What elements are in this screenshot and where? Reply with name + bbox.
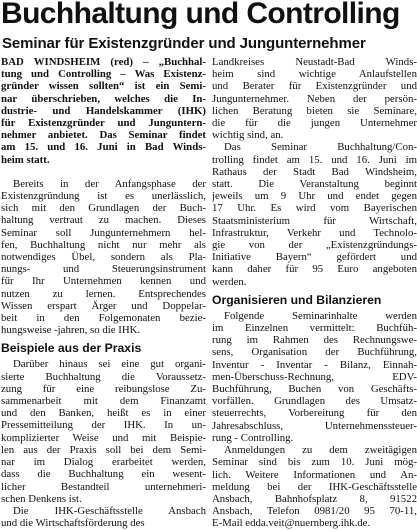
text-line: für Ihr Unternehmen kennen und <box>1 275 206 288</box>
text-line: Pressemitteilung der IHK. In un- <box>1 419 206 432</box>
text-line: Ansbach, Bahnhofsplatz 8, 91522 <box>212 492 417 505</box>
text-line: nar im Dialog erarbeitet werden, <box>1 456 206 469</box>
text-line: meldung bei der IHK-Geschäftsstelle <box>212 480 417 493</box>
text-line: dustrie- und Handelskammer (IHK) <box>1 104 206 117</box>
text-line: sierte Buchhaltung die Voraussetz- <box>1 370 206 383</box>
text-line: Jungunternehmer. Neben der persön- <box>212 92 417 105</box>
text-line: und Berater für Existenzgründer und <box>212 80 417 93</box>
text-line: sens, Organisation der Buchführung, <box>212 346 417 359</box>
text-line: Wissen erspart Ärger und Doppelar- <box>1 299 206 312</box>
text-line: notwendiges Übel, sondern als Pla- <box>1 251 206 264</box>
section-heading: Beispiele aus der Praxis <box>1 341 142 356</box>
text-line: beit in den Folgemonaten bezie- <box>1 312 206 325</box>
text-line: Seminar soll Jungunternehmern hel- <box>1 226 206 239</box>
text-line: Staatsministerium für Wirtschaft, <box>212 214 417 227</box>
text-line: Jahresabschluss, Unternehmenssteuer- <box>212 419 417 432</box>
text-line: heim sind wichtige Anlaufstellen <box>212 68 417 81</box>
article-paragraph <box>212 444 417 529</box>
article-paragraph <box>212 310 417 444</box>
text-line: komplizierter Weise und mit Beispie- <box>1 431 206 444</box>
text-line: und den Banken, heißt es in einer <box>1 407 206 420</box>
text-line: nungs- und Steuerungsinstrument <box>1 263 206 276</box>
article-paragraph <box>212 141 417 287</box>
article-subheadline: Seminar für Existenzgründer und Jungunternehmer <box>2 35 366 52</box>
text-line: statt. Die Veranstaltung beginnt <box>212 178 417 191</box>
text-line: licher Bestandteil unternehmeri- <box>1 480 206 493</box>
section-heading: Organisieren und Bilanzieren <box>212 292 382 307</box>
text-line: rung im Rahmen des Rechnungswe- <box>212 334 417 347</box>
text-line: im Einzelnen vermittelt: Buchfüh- <box>212 322 417 335</box>
text-line: wichtig sind, an. <box>212 129 284 142</box>
text-line: werden. <box>212 275 247 288</box>
text-line: jeweils um 9 Uhr und endet gegen <box>212 190 417 203</box>
text-line: für Existenzgründer und Junguntern- <box>1 117 206 130</box>
article-paragraph <box>1 56 206 166</box>
text-line: Initiative Bayern“ gefördert und <box>212 251 417 264</box>
text-line: kann daher für 95 Euro angeboten <box>212 263 417 276</box>
text-line: nar überschrieben, welches die In- <box>1 92 206 105</box>
text-line: gründer wissen sollten“ ist ein Semi- <box>1 80 206 93</box>
text-line: 17 Uhr. Es wird vom Bayerischen <box>212 202 417 215</box>
text-line: steuerrechts, Vorbereitung für den <box>212 407 417 420</box>
text-line: Die IHK-Geschäftsstelle Ansbach <box>13 504 206 517</box>
text-line: hungsweise -jahren, so die IHK. <box>1 324 141 337</box>
text-line: Buchführung, Buchen von Geschäfts- <box>212 383 417 396</box>
text-line: nutzen zu lernen. Entsprechendes <box>1 287 206 300</box>
article-paragraph <box>1 178 206 337</box>
text-line: nehmer anbietet. Das Seminar findet <box>1 129 206 142</box>
article-paragraph <box>212 56 417 141</box>
text-line: und die Wirtschaftsförderung des <box>1 517 145 530</box>
text-line: Bereits in der Anfangsphase der <box>13 177 206 190</box>
text-line: Ansbach, Telefon 0981/20 95 70-11, <box>212 505 417 518</box>
article-headline: Buchhaltung und Controlling <box>1 0 400 30</box>
text-line: BAD WINDSHEIM (red) – „Buchhal- <box>1 56 206 68</box>
text-line: fen, Buchhaltung nicht nur mehr als <box>1 238 206 251</box>
text-line: dass die Buchhaltung ein wesent- <box>1 468 206 481</box>
text-line: tung und Controlling – Was Existenz- <box>1 68 206 81</box>
text-line: am 15. und 16. Juni in Bad Winds- <box>1 141 206 154</box>
text-line: Existenzgründung ist es unerlässlich, <box>1 190 206 203</box>
text-line: rung - Controlling. <box>212 431 294 444</box>
text-line: Landkreises Neustadt-Bad Winds- <box>212 56 417 68</box>
text-line: E-Mail edda.veit@nuernberg.ihk.de. <box>212 517 371 530</box>
text-line: heim statt. <box>1 153 50 166</box>
text-line: die für die jungen Unternehmer <box>212 117 417 130</box>
article-column-left <box>1 56 206 529</box>
text-line: Inventur - Inventar - Bilanz, Einnah- <box>212 358 417 371</box>
text-line: Anmeldungen zu dem zweitägigen <box>224 444 417 457</box>
text-line: schen Denkens ist. <box>1 492 82 505</box>
text-line: gie von der „Existenzgründungs- <box>212 239 417 252</box>
text-line: men-Überschuss-Rechnung, EDV- <box>212 370 417 383</box>
text-line: sammenarbeit mit dem Finanzamt <box>1 395 206 408</box>
text-line: Seminar sind bis zum 10. Juni mög- <box>212 456 417 469</box>
text-line: Infrastruktur, Verkehr und Technolo- <box>212 226 417 239</box>
text-line: haltung vertraut zu machen. Dieses <box>1 214 206 227</box>
text-line: lich. Weitere Informationen und An- <box>212 468 417 481</box>
text-line: vorfällen. Grundlagen des Umsatz- <box>212 395 417 408</box>
article-paragraph <box>1 505 206 529</box>
text-line: lichen Beratung bieten sie Seminare, <box>212 104 417 117</box>
text-line: sich mit den Grundlagen der Buch- <box>1 202 206 215</box>
text-line: Rathaus der Stadt Bad Windsheim, <box>212 165 417 178</box>
text-line: zung für eine reibungslose Zu- <box>1 382 206 395</box>
text-line: Darüber hinaus sei eine gut organi- <box>13 358 206 371</box>
text-line: Das Seminar Buchhaltung/Con- <box>224 141 417 154</box>
text-line: Folgende Seminarinhalte werden <box>224 309 417 322</box>
article-paragraph <box>1 358 206 504</box>
article-column-right <box>212 56 417 530</box>
text-line: trolling findet am 15. und 16. Juni im <box>212 153 417 166</box>
text-line: len aus der Praxis soll bei dem Semi- <box>1 443 206 456</box>
paragraph-gap <box>1 166 206 178</box>
